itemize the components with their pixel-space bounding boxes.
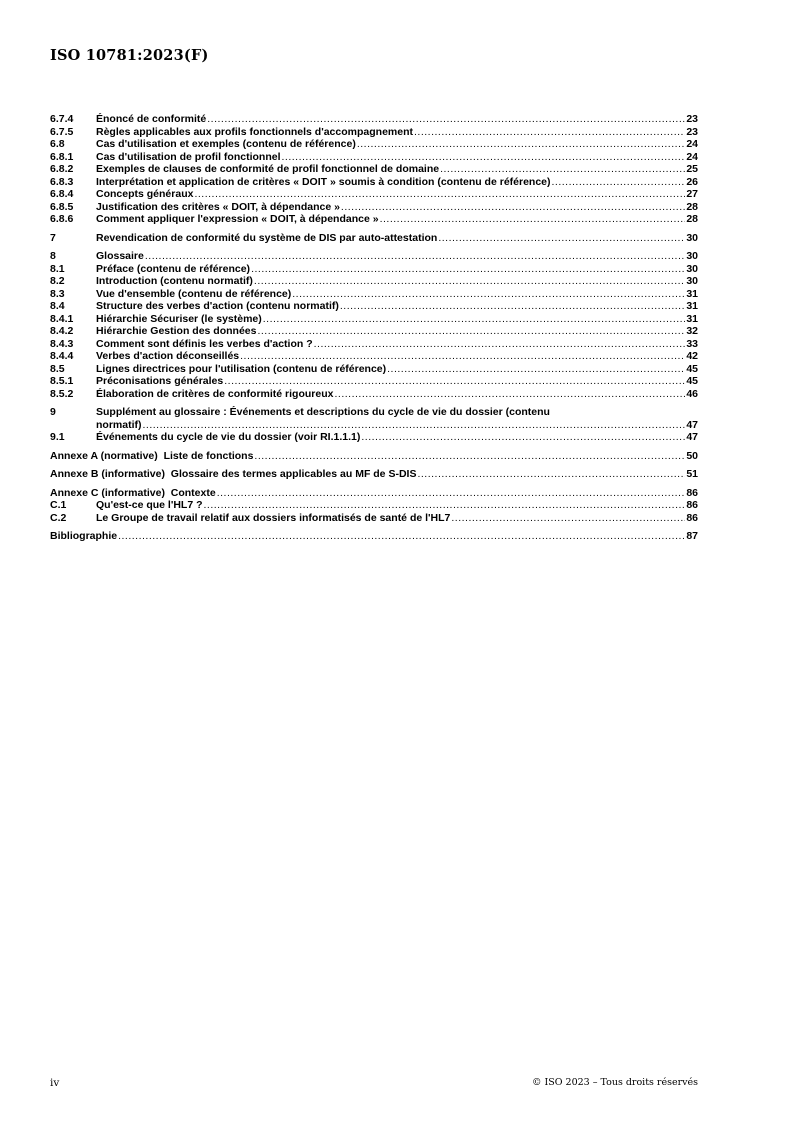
table-of-contents [50,113,698,543]
document-id-header: ISO 10781:2023(F) [50,47,209,64]
toc-page: 24 [686,150,698,163]
toc-number: 8.4.4 [50,350,74,362]
toc-leader [361,431,685,444]
toc-page: 30 [686,231,698,244]
toc-page: 31 [686,300,698,312]
toc-title: Cas d'utilisation et exemples (contenu de référence) [96,138,356,150]
toc-number: 6.8 [50,138,65,150]
toc-title: Bibliographie [50,530,118,542]
toc-leader [257,325,685,338]
toc-page: 47 [686,431,698,443]
toc-title: Énoncé de conformité [96,113,207,125]
toc-title: Préconisations générales [96,375,224,387]
toc-number: 8 [50,250,56,262]
toc-entry-annex-a[interactable] [50,450,698,463]
toc-page: 45 [686,375,698,387]
toc-leader [254,450,685,463]
toc-page: 24 [686,138,698,150]
toc-title: Introduction (contenu normatif) [96,275,253,287]
toc-title: Préface (contenu de référence) [96,262,251,275]
toc-title: Lignes directrices pour l'utilisation (contenu de référence) [96,362,387,375]
toc-number: 8.3 [50,287,65,300]
toc-leader [224,375,685,388]
toc-leader [143,419,686,432]
toc-number: 6.8.2 [50,163,74,175]
toc-entry[interactable] [50,201,698,214]
toc-entry[interactable] [50,325,698,338]
toc-leader [118,530,685,543]
toc-entry[interactable] [50,213,698,226]
toc-page: 25 [686,163,698,175]
toc-number: 8.5.2 [50,387,74,400]
toc-title: Règles applicables aux profils fonctionnels d'accompagnement [96,125,413,138]
toc-entry[interactable] [50,250,698,263]
toc-title: Vue d'ensemble (contenu de référence) [96,287,292,300]
toc-entry[interactable] [50,300,698,313]
toc-page: 27 [686,188,698,200]
toc-entry[interactable] [50,313,698,326]
toc-page: 30 [686,262,698,275]
toc-title: Exemples de clauses de conformité de profil fonctionnel de domaine [96,163,440,175]
toc-leader [251,263,685,276]
toc-page: 45 [686,362,698,375]
toc-entry[interactable] [50,176,698,189]
page-number: iv [50,1077,60,1089]
toc-number: 8.4.1 [50,312,74,325]
toc-entry[interactable] [50,232,698,245]
toc-leader [340,300,685,313]
toc-page: 51 [686,468,698,480]
toc-leader [438,232,685,245]
toc-number: 8.5 [50,362,65,375]
toc-entry[interactable] [50,113,698,126]
toc-page: 42 [686,350,698,362]
toc-leader [263,313,686,326]
toc-number: 8.4 [50,300,65,312]
toc-entry[interactable] [50,275,698,288]
toc-leader [254,275,685,288]
toc-title: Comment sont définis les verbes d'action ? [96,337,313,350]
toc-page: 26 [686,175,698,188]
toc-title-line2: normatif) [96,418,142,431]
toc-number: 6.7.5 [50,125,74,138]
toc-page: 30 [686,275,698,287]
toc-number: 7 [50,231,56,244]
toc-entry[interactable] [50,512,698,525]
toc-entry[interactable] [50,188,698,201]
toc-title: Événements du cycle de vie du dossier (voir RI.1.1.1) [96,431,361,443]
toc-leader [451,512,685,525]
toc-leader [207,113,685,126]
toc-page: 30 [686,250,698,262]
toc-leader [417,468,685,481]
toc-leader [334,388,685,401]
toc-leader [552,176,686,189]
toc-title: Hiérarchie Gestion des données [96,325,257,337]
toc-page: 23 [686,113,698,125]
toc-page: 23 [686,125,698,138]
toc-title: Le Groupe de travail relatif aux dossiers informatisés de santé de l'HL7 [96,511,451,524]
toc-number: 8.4.3 [50,337,74,350]
toc-number: 6.8.4 [50,188,74,200]
toc-leader [292,288,685,301]
toc-entry[interactable] [50,350,698,363]
toc-page: 86 [686,511,698,524]
toc-title: Concepts généraux [96,188,194,200]
toc-title: Comment appliquer l'expression « DOIT, à dépendance » [96,213,379,225]
toc-title: Verbes d'action déconseillés [96,350,240,362]
toc-page: 87 [686,530,698,542]
toc-entry[interactable] [50,375,698,388]
toc-leader [204,499,686,512]
toc-page: 31 [686,312,698,325]
toc-page: 46 [686,387,698,400]
toc-page: 33 [686,337,698,350]
toc-page: 32 [686,325,698,337]
toc-leader [240,350,685,363]
toc-number: 6.8.6 [50,213,74,225]
toc-number: 9.1 [50,431,65,443]
toc-number: 8.5.1 [50,375,74,387]
toc-page: 28 [686,200,698,213]
toc-title: Structure des verbes d'action (contenu normatif) [96,300,339,312]
toc-number: 6.8.5 [50,200,74,213]
toc-page: 28 [686,213,698,225]
toc-title: Cas d'utilisation de profil fonctionnel [96,150,281,163]
toc-leader [440,163,685,176]
toc-leader [314,338,686,351]
toc-number: C.2 [50,511,67,524]
toc-title: Élaboration de critères de conformité rigoureux [96,387,334,400]
toc-entry[interactable] [50,138,698,151]
toc-number: C.1 [50,499,67,511]
toc-page: 86 [686,499,698,511]
toc-page: 86 [686,486,698,499]
toc-title: Annexe C (informative) Contexte [50,486,216,499]
toc-number: 8.1 [50,262,65,275]
toc-number: 9 [50,406,56,418]
toc-entry[interactable] [50,388,698,401]
toc-leader [380,213,686,226]
toc-leader [145,250,685,263]
toc-title: Hiérarchie Sécuriser (le système) [96,312,262,325]
toc-entry[interactable] [50,431,698,444]
toc-number: 8.2 [50,275,65,287]
toc-title: Glossaire [96,250,144,262]
toc-entry[interactable] [50,406,698,431]
copyright-notice: © ISO 2023 – Tous droits réservés [531,1077,698,1088]
toc-page: 31 [686,287,698,300]
toc-entry[interactable] [50,338,698,351]
toc-page: 47 [686,418,698,431]
toc-entry[interactable] [50,151,698,164]
toc-entry[interactable] [50,288,698,301]
toc-leader [357,138,685,151]
toc-number: 6.7.4 [50,113,74,125]
toc-entry-annex-b[interactable] [50,468,698,481]
toc-title: Revendication de conformité du système de DIS par auto-attestation [96,231,438,244]
toc-page: 50 [686,449,698,462]
toc-title: Interprétation et application de critères « DOIT » soumis à condition (contenu de référence) [96,175,551,188]
toc-title: Annexe B (informative) Glossaire des termes applicables au MF de S-DIS [50,468,417,480]
toc-leader [414,126,685,139]
toc-number: 6.8.3 [50,175,74,188]
toc-leader [217,487,686,500]
toc-leader [282,151,686,164]
toc-entry[interactable] [50,263,698,276]
toc-entry[interactable] [50,499,698,512]
toc-entry-annex-c[interactable] [50,487,698,500]
toc-number: 8.4.2 [50,325,74,337]
toc-title-line1: Supplément au glossaire : Événements et descriptions du cycle de vie du dossier (contenu [96,406,550,418]
toc-title: Annexe A (normative) Liste de fonctions [50,449,254,462]
toc-title: Justification des critères « DOIT, à dépendance » [96,200,340,213]
toc-entry[interactable] [50,126,698,139]
toc-leader [387,363,685,376]
toc-leader [341,201,685,214]
toc-number: 6.8.1 [50,150,74,163]
toc-entry[interactable] [50,163,698,176]
toc-entry-bibliography[interactable] [50,530,698,543]
toc-entry[interactable] [50,363,698,376]
toc-title: Qu'est-ce que l'HL7 ? [96,499,203,511]
toc-leader [194,188,685,201]
